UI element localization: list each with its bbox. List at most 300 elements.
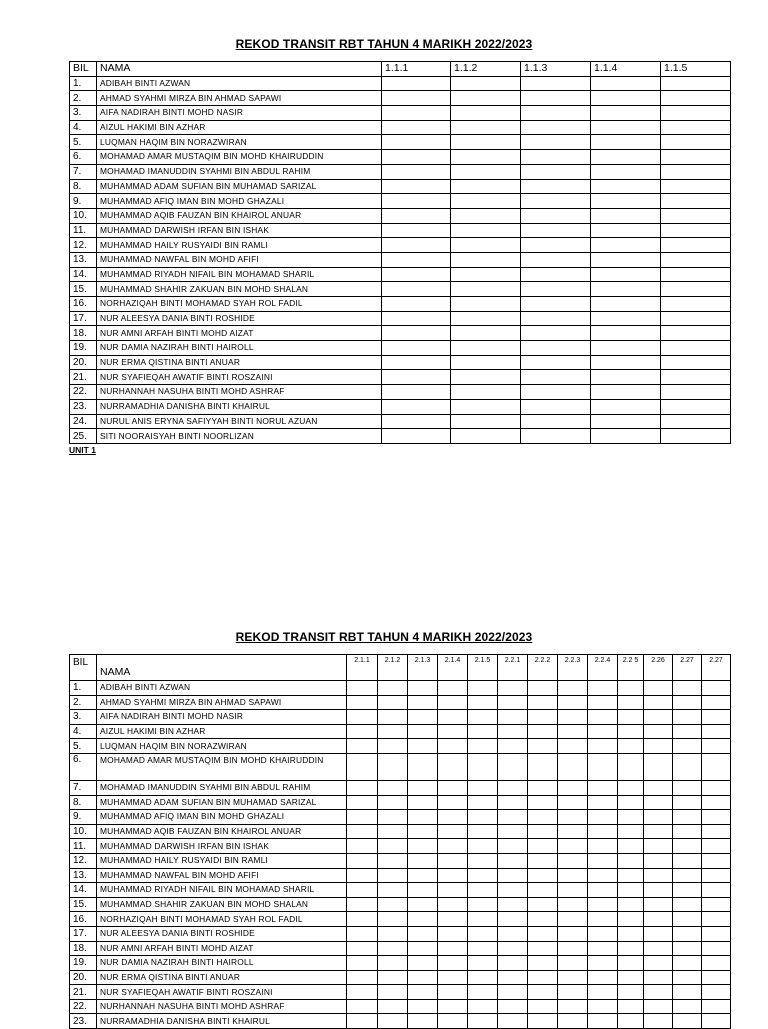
mark-cell[interactable] bbox=[408, 970, 438, 985]
mark-cell[interactable] bbox=[451, 385, 521, 400]
mark-cell[interactable] bbox=[408, 999, 438, 1014]
mark-cell[interactable] bbox=[408, 695, 438, 710]
mark-cell[interactable] bbox=[661, 194, 731, 209]
mark-cell[interactable] bbox=[618, 912, 644, 927]
mark-cell[interactable] bbox=[673, 780, 702, 795]
mark-cell[interactable] bbox=[382, 282, 451, 297]
mark-cell[interactable] bbox=[702, 753, 731, 780]
mark-cell[interactable] bbox=[347, 710, 378, 725]
mark-cell[interactable] bbox=[521, 326, 591, 341]
mark-cell[interactable] bbox=[451, 429, 521, 444]
mark-cell[interactable] bbox=[378, 970, 408, 985]
mark-cell[interactable] bbox=[521, 399, 591, 414]
mark-cell[interactable] bbox=[618, 956, 644, 971]
mark-cell[interactable] bbox=[588, 999, 618, 1014]
mark-cell[interactable] bbox=[702, 795, 731, 810]
mark-cell[interactable] bbox=[661, 106, 731, 121]
mark-cell[interactable] bbox=[468, 824, 498, 839]
mark-cell[interactable] bbox=[521, 120, 591, 135]
mark-cell[interactable] bbox=[378, 941, 408, 956]
mark-cell[interactable] bbox=[382, 326, 451, 341]
mark-cell[interactable] bbox=[661, 91, 731, 106]
mark-cell[interactable] bbox=[451, 179, 521, 194]
mark-cell[interactable] bbox=[468, 985, 498, 1000]
mark-cell[interactable] bbox=[591, 399, 661, 414]
mark-cell[interactable] bbox=[408, 985, 438, 1000]
mark-cell[interactable] bbox=[644, 970, 673, 985]
mark-cell[interactable] bbox=[347, 853, 378, 868]
mark-cell[interactable] bbox=[451, 252, 521, 267]
mark-cell[interactable] bbox=[451, 311, 521, 326]
mark-cell[interactable] bbox=[673, 883, 702, 898]
mark-cell[interactable] bbox=[673, 926, 702, 941]
mark-cell[interactable] bbox=[451, 223, 521, 238]
mark-cell[interactable] bbox=[438, 897, 468, 912]
mark-cell[interactable] bbox=[673, 810, 702, 825]
mark-cell[interactable] bbox=[673, 795, 702, 810]
mark-cell[interactable] bbox=[438, 926, 468, 941]
mark-cell[interactable] bbox=[468, 739, 498, 754]
mark-cell[interactable] bbox=[591, 267, 661, 282]
mark-cell[interactable] bbox=[468, 912, 498, 927]
mark-cell[interactable] bbox=[347, 839, 378, 854]
mark-cell[interactable] bbox=[702, 926, 731, 941]
mark-cell[interactable] bbox=[588, 753, 618, 780]
mark-cell[interactable] bbox=[644, 695, 673, 710]
mark-cell[interactable] bbox=[378, 956, 408, 971]
mark-cell[interactable] bbox=[673, 985, 702, 1000]
mark-cell[interactable] bbox=[661, 208, 731, 223]
mark-cell[interactable] bbox=[347, 897, 378, 912]
mark-cell[interactable] bbox=[588, 780, 618, 795]
mark-cell[interactable] bbox=[378, 999, 408, 1014]
mark-cell[interactable] bbox=[451, 120, 521, 135]
mark-cell[interactable] bbox=[588, 868, 618, 883]
mark-cell[interactable] bbox=[591, 311, 661, 326]
mark-cell[interactable] bbox=[591, 355, 661, 370]
mark-cell[interactable] bbox=[588, 970, 618, 985]
mark-cell[interactable] bbox=[382, 311, 451, 326]
mark-cell[interactable] bbox=[498, 780, 528, 795]
mark-cell[interactable] bbox=[702, 739, 731, 754]
mark-cell[interactable] bbox=[591, 150, 661, 165]
mark-cell[interactable] bbox=[382, 297, 451, 312]
mark-cell[interactable] bbox=[661, 164, 731, 179]
mark-cell[interactable] bbox=[618, 1014, 644, 1029]
mark-cell[interactable] bbox=[644, 681, 673, 696]
mark-cell[interactable] bbox=[661, 429, 731, 444]
mark-cell[interactable] bbox=[673, 681, 702, 696]
mark-cell[interactable] bbox=[378, 985, 408, 1000]
mark-cell[interactable] bbox=[438, 956, 468, 971]
mark-cell[interactable] bbox=[588, 810, 618, 825]
mark-cell[interactable] bbox=[438, 824, 468, 839]
mark-cell[interactable] bbox=[347, 985, 378, 1000]
mark-cell[interactable] bbox=[382, 135, 451, 150]
mark-cell[interactable] bbox=[618, 681, 644, 696]
mark-cell[interactable] bbox=[661, 399, 731, 414]
mark-cell[interactable] bbox=[451, 150, 521, 165]
mark-cell[interactable] bbox=[382, 120, 451, 135]
mark-cell[interactable] bbox=[528, 695, 558, 710]
mark-cell[interactable] bbox=[618, 780, 644, 795]
mark-cell[interactable] bbox=[382, 194, 451, 209]
mark-cell[interactable] bbox=[521, 106, 591, 121]
mark-cell[interactable] bbox=[451, 341, 521, 356]
mark-cell[interactable] bbox=[644, 956, 673, 971]
mark-cell[interactable] bbox=[347, 999, 378, 1014]
mark-cell[interactable] bbox=[558, 883, 588, 898]
mark-cell[interactable] bbox=[528, 985, 558, 1000]
mark-cell[interactable] bbox=[498, 739, 528, 754]
mark-cell[interactable] bbox=[702, 883, 731, 898]
mark-cell[interactable] bbox=[521, 252, 591, 267]
mark-cell[interactable] bbox=[588, 681, 618, 696]
mark-cell[interactable] bbox=[378, 795, 408, 810]
mark-cell[interactable] bbox=[468, 926, 498, 941]
mark-cell[interactable] bbox=[528, 926, 558, 941]
mark-cell[interactable] bbox=[378, 810, 408, 825]
mark-cell[interactable] bbox=[382, 429, 451, 444]
mark-cell[interactable] bbox=[702, 970, 731, 985]
mark-cell[interactable] bbox=[347, 883, 378, 898]
mark-cell[interactable] bbox=[347, 739, 378, 754]
mark-cell[interactable] bbox=[558, 724, 588, 739]
mark-cell[interactable] bbox=[702, 724, 731, 739]
mark-cell[interactable] bbox=[588, 853, 618, 868]
mark-cell[interactable] bbox=[702, 897, 731, 912]
mark-cell[interactable] bbox=[588, 824, 618, 839]
mark-cell[interactable] bbox=[618, 710, 644, 725]
mark-cell[interactable] bbox=[661, 414, 731, 429]
mark-cell[interactable] bbox=[438, 724, 468, 739]
mark-cell[interactable] bbox=[618, 839, 644, 854]
mark-cell[interactable] bbox=[702, 710, 731, 725]
mark-cell[interactable] bbox=[468, 999, 498, 1014]
mark-cell[interactable] bbox=[468, 897, 498, 912]
mark-cell[interactable] bbox=[702, 839, 731, 854]
mark-cell[interactable] bbox=[451, 355, 521, 370]
mark-cell[interactable] bbox=[618, 724, 644, 739]
mark-cell[interactable] bbox=[644, 724, 673, 739]
mark-cell[interactable] bbox=[528, 956, 558, 971]
mark-cell[interactable] bbox=[438, 853, 468, 868]
mark-cell[interactable] bbox=[408, 926, 438, 941]
mark-cell[interactable] bbox=[521, 414, 591, 429]
mark-cell[interactable] bbox=[673, 970, 702, 985]
mark-cell[interactable] bbox=[382, 252, 451, 267]
mark-cell[interactable] bbox=[591, 282, 661, 297]
mark-cell[interactable] bbox=[591, 429, 661, 444]
mark-cell[interactable] bbox=[438, 810, 468, 825]
mark-cell[interactable] bbox=[618, 810, 644, 825]
mark-cell[interactable] bbox=[347, 695, 378, 710]
mark-cell[interactable] bbox=[588, 795, 618, 810]
mark-cell[interactable] bbox=[382, 385, 451, 400]
mark-cell[interactable] bbox=[408, 739, 438, 754]
mark-cell[interactable] bbox=[644, 710, 673, 725]
mark-cell[interactable] bbox=[347, 956, 378, 971]
mark-cell[interactable] bbox=[661, 179, 731, 194]
mark-cell[interactable] bbox=[347, 724, 378, 739]
mark-cell[interactable] bbox=[498, 710, 528, 725]
mark-cell[interactable] bbox=[382, 164, 451, 179]
mark-cell[interactable] bbox=[468, 839, 498, 854]
mark-cell[interactable] bbox=[661, 120, 731, 135]
mark-cell[interactable] bbox=[498, 724, 528, 739]
mark-cell[interactable] bbox=[498, 999, 528, 1014]
mark-cell[interactable] bbox=[588, 985, 618, 1000]
mark-cell[interactable] bbox=[347, 810, 378, 825]
mark-cell[interactable] bbox=[558, 941, 588, 956]
mark-cell[interactable] bbox=[558, 1014, 588, 1029]
mark-cell[interactable] bbox=[438, 695, 468, 710]
mark-cell[interactable] bbox=[558, 780, 588, 795]
mark-cell[interactable] bbox=[451, 282, 521, 297]
mark-cell[interactable] bbox=[498, 681, 528, 696]
mark-cell[interactable] bbox=[347, 941, 378, 956]
mark-cell[interactable] bbox=[528, 824, 558, 839]
mark-cell[interactable] bbox=[347, 970, 378, 985]
mark-cell[interactable] bbox=[673, 1014, 702, 1029]
mark-cell[interactable] bbox=[558, 739, 588, 754]
mark-cell[interactable] bbox=[521, 267, 591, 282]
mark-cell[interactable] bbox=[661, 267, 731, 282]
mark-cell[interactable] bbox=[661, 385, 731, 400]
mark-cell[interactable] bbox=[528, 681, 558, 696]
mark-cell[interactable] bbox=[591, 385, 661, 400]
mark-cell[interactable] bbox=[661, 326, 731, 341]
mark-cell[interactable] bbox=[644, 926, 673, 941]
mark-cell[interactable] bbox=[588, 956, 618, 971]
mark-cell[interactable] bbox=[618, 868, 644, 883]
mark-cell[interactable] bbox=[528, 839, 558, 854]
mark-cell[interactable] bbox=[408, 810, 438, 825]
mark-cell[interactable] bbox=[673, 839, 702, 854]
mark-cell[interactable] bbox=[591, 194, 661, 209]
mark-cell[interactable] bbox=[438, 710, 468, 725]
mark-cell[interactable] bbox=[588, 739, 618, 754]
mark-cell[interactable] bbox=[498, 956, 528, 971]
mark-cell[interactable] bbox=[438, 1014, 468, 1029]
mark-cell[interactable] bbox=[438, 739, 468, 754]
mark-cell[interactable] bbox=[558, 999, 588, 1014]
mark-cell[interactable] bbox=[661, 223, 731, 238]
mark-cell[interactable] bbox=[591, 297, 661, 312]
mark-cell[interactable] bbox=[498, 824, 528, 839]
mark-cell[interactable] bbox=[438, 681, 468, 696]
mark-cell[interactable] bbox=[382, 91, 451, 106]
mark-cell[interactable] bbox=[528, 724, 558, 739]
mark-cell[interactable] bbox=[528, 739, 558, 754]
mark-cell[interactable] bbox=[521, 297, 591, 312]
mark-cell[interactable] bbox=[661, 311, 731, 326]
mark-cell[interactable] bbox=[378, 681, 408, 696]
mark-cell[interactable] bbox=[468, 1014, 498, 1029]
mark-cell[interactable] bbox=[591, 326, 661, 341]
mark-cell[interactable] bbox=[521, 208, 591, 223]
mark-cell[interactable] bbox=[702, 810, 731, 825]
mark-cell[interactable] bbox=[378, 912, 408, 927]
mark-cell[interactable] bbox=[618, 897, 644, 912]
mark-cell[interactable] bbox=[618, 985, 644, 1000]
mark-cell[interactable] bbox=[468, 956, 498, 971]
mark-cell[interactable] bbox=[618, 853, 644, 868]
mark-cell[interactable] bbox=[618, 999, 644, 1014]
mark-cell[interactable] bbox=[528, 1014, 558, 1029]
mark-cell[interactable] bbox=[618, 795, 644, 810]
mark-cell[interactable] bbox=[558, 839, 588, 854]
mark-cell[interactable] bbox=[468, 780, 498, 795]
mark-cell[interactable] bbox=[588, 897, 618, 912]
mark-cell[interactable] bbox=[528, 897, 558, 912]
mark-cell[interactable] bbox=[528, 753, 558, 780]
mark-cell[interactable] bbox=[591, 135, 661, 150]
mark-cell[interactable] bbox=[438, 753, 468, 780]
mark-cell[interactable] bbox=[498, 926, 528, 941]
mark-cell[interactable] bbox=[347, 1014, 378, 1029]
mark-cell[interactable] bbox=[408, 941, 438, 956]
mark-cell[interactable] bbox=[378, 868, 408, 883]
mark-cell[interactable] bbox=[498, 985, 528, 1000]
mark-cell[interactable] bbox=[438, 985, 468, 1000]
mark-cell[interactable] bbox=[673, 724, 702, 739]
mark-cell[interactable] bbox=[498, 941, 528, 956]
mark-cell[interactable] bbox=[498, 1014, 528, 1029]
mark-cell[interactable] bbox=[382, 106, 451, 121]
mark-cell[interactable] bbox=[468, 681, 498, 696]
mark-cell[interactable] bbox=[521, 164, 591, 179]
mark-cell[interactable] bbox=[382, 399, 451, 414]
mark-cell[interactable] bbox=[661, 150, 731, 165]
mark-cell[interactable] bbox=[661, 252, 731, 267]
mark-cell[interactable] bbox=[408, 883, 438, 898]
mark-cell[interactable] bbox=[498, 753, 528, 780]
mark-cell[interactable] bbox=[408, 795, 438, 810]
mark-cell[interactable] bbox=[408, 868, 438, 883]
mark-cell[interactable] bbox=[644, 810, 673, 825]
mark-cell[interactable] bbox=[702, 912, 731, 927]
mark-cell[interactable] bbox=[702, 985, 731, 1000]
mark-cell[interactable] bbox=[521, 370, 591, 385]
mark-cell[interactable] bbox=[644, 853, 673, 868]
mark-cell[interactable] bbox=[521, 135, 591, 150]
mark-cell[interactable] bbox=[408, 1014, 438, 1029]
mark-cell[interactable] bbox=[588, 695, 618, 710]
mark-cell[interactable] bbox=[378, 753, 408, 780]
mark-cell[interactable] bbox=[347, 780, 378, 795]
mark-cell[interactable] bbox=[408, 956, 438, 971]
mark-cell[interactable] bbox=[468, 810, 498, 825]
mark-cell[interactable] bbox=[521, 282, 591, 297]
mark-cell[interactable] bbox=[382, 223, 451, 238]
mark-cell[interactable] bbox=[438, 883, 468, 898]
mark-cell[interactable] bbox=[644, 868, 673, 883]
mark-cell[interactable] bbox=[498, 795, 528, 810]
mark-cell[interactable] bbox=[438, 912, 468, 927]
mark-cell[interactable] bbox=[588, 1014, 618, 1029]
mark-cell[interactable] bbox=[558, 970, 588, 985]
mark-cell[interactable] bbox=[591, 179, 661, 194]
mark-cell[interactable] bbox=[498, 810, 528, 825]
mark-cell[interactable] bbox=[702, 695, 731, 710]
mark-cell[interactable] bbox=[468, 853, 498, 868]
mark-cell[interactable] bbox=[408, 912, 438, 927]
mark-cell[interactable] bbox=[702, 999, 731, 1014]
mark-cell[interactable] bbox=[498, 883, 528, 898]
mark-cell[interactable] bbox=[673, 999, 702, 1014]
mark-cell[interactable] bbox=[521, 150, 591, 165]
mark-cell[interactable] bbox=[378, 780, 408, 795]
mark-cell[interactable] bbox=[451, 106, 521, 121]
mark-cell[interactable] bbox=[468, 868, 498, 883]
mark-cell[interactable] bbox=[438, 795, 468, 810]
mark-cell[interactable] bbox=[408, 681, 438, 696]
mark-cell[interactable] bbox=[588, 912, 618, 927]
mark-cell[interactable] bbox=[558, 926, 588, 941]
mark-cell[interactable] bbox=[347, 926, 378, 941]
mark-cell[interactable] bbox=[591, 370, 661, 385]
mark-cell[interactable] bbox=[347, 795, 378, 810]
mark-cell[interactable] bbox=[591, 164, 661, 179]
mark-cell[interactable] bbox=[558, 824, 588, 839]
mark-cell[interactable] bbox=[702, 1014, 731, 1029]
mark-cell[interactable] bbox=[451, 76, 521, 91]
mark-cell[interactable] bbox=[661, 135, 731, 150]
mark-cell[interactable] bbox=[528, 999, 558, 1014]
mark-cell[interactable] bbox=[591, 223, 661, 238]
mark-cell[interactable] bbox=[673, 695, 702, 710]
mark-cell[interactable] bbox=[661, 370, 731, 385]
mark-cell[interactable] bbox=[673, 753, 702, 780]
mark-cell[interactable] bbox=[591, 106, 661, 121]
mark-cell[interactable] bbox=[644, 883, 673, 898]
mark-cell[interactable] bbox=[673, 824, 702, 839]
mark-cell[interactable] bbox=[673, 868, 702, 883]
mark-cell[interactable] bbox=[618, 926, 644, 941]
mark-cell[interactable] bbox=[498, 695, 528, 710]
mark-cell[interactable] bbox=[558, 810, 588, 825]
mark-cell[interactable] bbox=[644, 795, 673, 810]
mark-cell[interactable] bbox=[408, 724, 438, 739]
mark-cell[interactable] bbox=[702, 853, 731, 868]
mark-cell[interactable] bbox=[591, 414, 661, 429]
mark-cell[interactable] bbox=[591, 341, 661, 356]
mark-cell[interactable] bbox=[468, 795, 498, 810]
mark-cell[interactable] bbox=[382, 414, 451, 429]
mark-cell[interactable] bbox=[591, 91, 661, 106]
mark-cell[interactable] bbox=[618, 941, 644, 956]
mark-cell[interactable] bbox=[661, 341, 731, 356]
mark-cell[interactable] bbox=[588, 941, 618, 956]
mark-cell[interactable] bbox=[528, 970, 558, 985]
mark-cell[interactable] bbox=[438, 970, 468, 985]
mark-cell[interactable] bbox=[451, 297, 521, 312]
mark-cell[interactable] bbox=[591, 238, 661, 253]
mark-cell[interactable] bbox=[498, 853, 528, 868]
mark-cell[interactable] bbox=[528, 868, 558, 883]
mark-cell[interactable] bbox=[588, 710, 618, 725]
mark-cell[interactable] bbox=[378, 897, 408, 912]
mark-cell[interactable] bbox=[521, 341, 591, 356]
mark-cell[interactable] bbox=[347, 868, 378, 883]
mark-cell[interactable] bbox=[644, 1014, 673, 1029]
mark-cell[interactable] bbox=[618, 970, 644, 985]
mark-cell[interactable] bbox=[558, 985, 588, 1000]
mark-cell[interactable] bbox=[378, 839, 408, 854]
mark-cell[interactable] bbox=[378, 824, 408, 839]
mark-cell[interactable] bbox=[661, 282, 731, 297]
